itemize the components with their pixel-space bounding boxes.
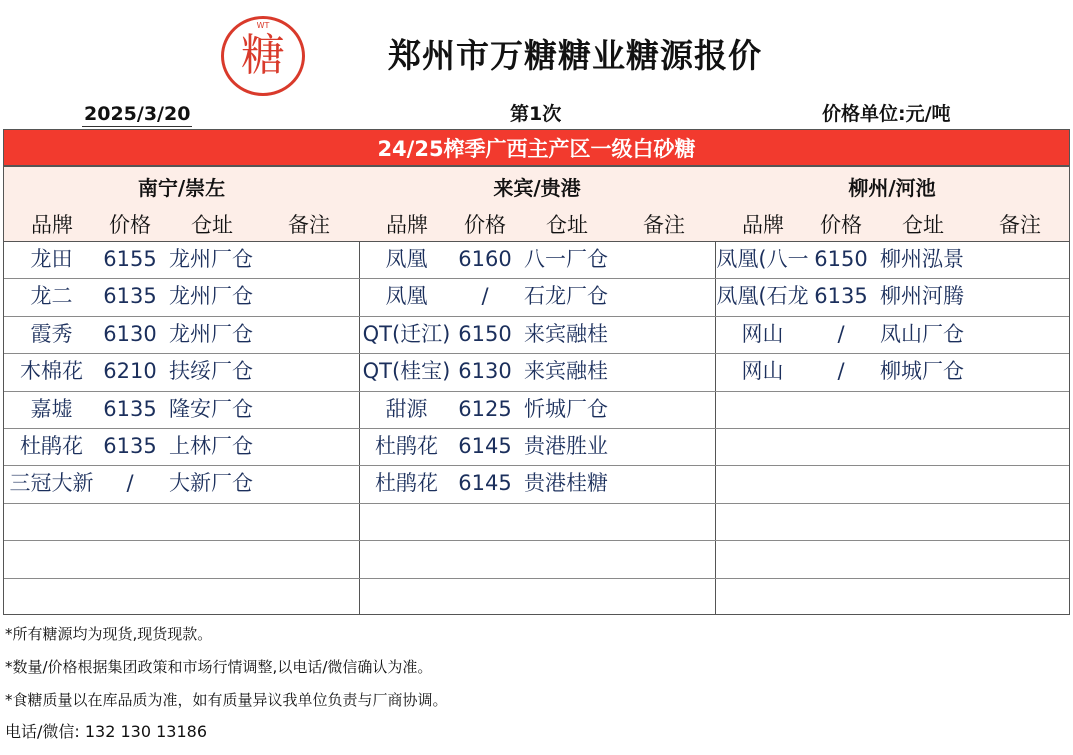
cell-warehouse: 隆安厂仓 (169, 396, 253, 421)
cell-note (261, 391, 359, 428)
brand-seal-logo (221, 16, 305, 96)
region-title: 来宾/贵港 (493, 176, 581, 200)
cell-warehouse: 上林厂仓 (169, 434, 253, 458)
page-title: 郑州市万糖糖业糖源报价 (388, 36, 762, 75)
cell-brand: 网山 (741, 359, 784, 384)
cell-brand: 霞秀 (30, 321, 73, 346)
region-header (715, 167, 1069, 241)
notes-section (5, 620, 1065, 719)
cell-brand: 凤凰(八一 (716, 247, 809, 271)
cell-note (616, 278, 714, 315)
cell-warehouse: 龙州厂仓 (169, 321, 253, 346)
cell-note (261, 316, 359, 353)
column-header: 仓址 (902, 213, 944, 237)
region-header (4, 167, 359, 241)
cell-brand: 网山 (741, 321, 784, 346)
row-divider (4, 278, 1069, 279)
cell-price: / (481, 284, 489, 309)
cell-brand: 凤凰 (385, 284, 428, 309)
cell-brand: 杜鹃花 (20, 434, 83, 458)
season-banner: 24/25榨季广西主产区一级白砂糖 (3, 129, 1070, 166)
quote-date: 2025/3/20 (84, 103, 191, 125)
cell-brand: 杜鹃花 (375, 471, 438, 496)
region-title: 南宁/崇左 (137, 176, 226, 200)
note-line: *所有糖源均为现货,现货现款。 (5, 625, 213, 643)
region-header (359, 167, 715, 241)
cell-warehouse: 来宾融桂 (524, 321, 608, 346)
seal-character: 糖 (241, 30, 285, 81)
cell-price: 6150 (814, 247, 868, 271)
cell-brand: QT(迁江) (362, 321, 451, 346)
note-line: *数量/价格根据集团政策和市场行情调整,以电话/微信确认为准。 (5, 658, 433, 676)
cell-price: 6145 (458, 471, 512, 496)
row-divider (4, 391, 1069, 392)
row-divider (4, 465, 1069, 466)
cell-brand: 凤凰 (385, 247, 428, 271)
cell-price: 6135 (814, 284, 868, 309)
cell-price: 6150 (458, 321, 512, 346)
column-header: 备注 (643, 213, 685, 237)
cell-price: 6125 (458, 396, 512, 421)
cell-note (616, 465, 714, 502)
cell-warehouse: 来宾融桂 (524, 359, 608, 384)
row-divider (4, 540, 1069, 541)
cell-warehouse: 柳州泓景 (880, 247, 964, 271)
contact-info: 电话/微信: 132 130 13186 (5, 722, 208, 741)
cell-note (261, 465, 359, 502)
cell-warehouse: 忻城厂仓 (524, 396, 608, 421)
column-header: 品牌 (742, 213, 784, 237)
cell-price: 6130 (458, 359, 512, 384)
cell-price: / (837, 321, 845, 346)
cell-price: 6135 (103, 284, 157, 309)
cell-price: 6210 (103, 359, 157, 384)
cell-warehouse: 贵港胜业 (524, 434, 608, 458)
cell-price: 6135 (103, 396, 157, 421)
seal-mark: WT (256, 21, 270, 30)
cell-brand: 凤凰(石龙 (716, 284, 809, 309)
cell-note (616, 353, 714, 390)
cell-brand: 嘉墟 (30, 396, 73, 421)
cell-warehouse: 贵港桂糖 (524, 471, 608, 496)
row-divider (4, 353, 1069, 354)
cell-brand: 龙田 (30, 247, 73, 271)
cell-note (261, 241, 359, 278)
column-header: 品牌 (31, 213, 73, 237)
region-title: 柳州/河池 (848, 176, 936, 200)
cell-price: 6145 (458, 434, 512, 458)
cell-brand: QT(桂宝) (362, 359, 451, 384)
cell-note (972, 241, 1070, 278)
cell-note (261, 278, 359, 315)
cell-warehouse: 龙州厂仓 (169, 247, 253, 271)
cell-note (972, 353, 1070, 390)
cell-warehouse: 龙州厂仓 (169, 284, 253, 309)
column-header: 备注 (288, 213, 330, 237)
cell-price: / (126, 471, 134, 496)
quote-round: 第1次 (510, 103, 562, 125)
column-header: 价格 (464, 213, 506, 237)
cell-note (616, 316, 714, 353)
column-header: 价格 (820, 213, 862, 237)
cell-warehouse: 柳城厂仓 (880, 359, 964, 384)
cell-price: / (837, 359, 845, 384)
cell-note (616, 391, 714, 428)
column-header: 仓址 (546, 213, 588, 237)
cell-warehouse: 大新厂仓 (169, 471, 253, 496)
cell-note (616, 241, 714, 278)
cell-note (972, 316, 1070, 353)
cell-brand: 三冠大新 (9, 471, 94, 496)
cell-price: 6130 (103, 321, 157, 346)
cell-price: 6135 (103, 434, 157, 458)
note-line: *食糖质量以在库品质为准，如有质量异议我单位负责与厂商协调。 (5, 691, 448, 709)
cell-brand: 甜源 (385, 396, 428, 421)
cell-warehouse: 凤山厂仓 (880, 321, 964, 346)
cell-note (616, 428, 714, 465)
cell-warehouse: 柳州河腾 (880, 284, 964, 309)
cell-warehouse: 扶绥厂仓 (169, 359, 253, 384)
row-divider (4, 578, 1069, 579)
row-divider (4, 316, 1069, 317)
cell-brand: 木棉花 (20, 359, 83, 384)
cell-price: 6155 (103, 247, 157, 271)
cell-brand: 龙二 (30, 284, 73, 309)
price-unit: 价格单位:元/吨 (822, 103, 951, 125)
cell-brand: 杜鹃花 (375, 434, 438, 458)
column-header: 品牌 (386, 213, 428, 237)
cell-warehouse: 石龙厂仓 (524, 284, 608, 309)
row-divider (4, 241, 1069, 242)
column-header: 价格 (109, 213, 151, 237)
column-header: 备注 (999, 213, 1041, 237)
cell-note (261, 428, 359, 465)
cell-note (972, 278, 1070, 315)
row-divider (4, 428, 1069, 429)
row-divider (4, 503, 1069, 504)
column-header: 仓址 (191, 213, 233, 237)
price-table (3, 166, 1070, 615)
cell-price: 6160 (458, 247, 512, 271)
cell-warehouse: 八一厂仓 (524, 247, 608, 271)
cell-note (261, 353, 359, 390)
